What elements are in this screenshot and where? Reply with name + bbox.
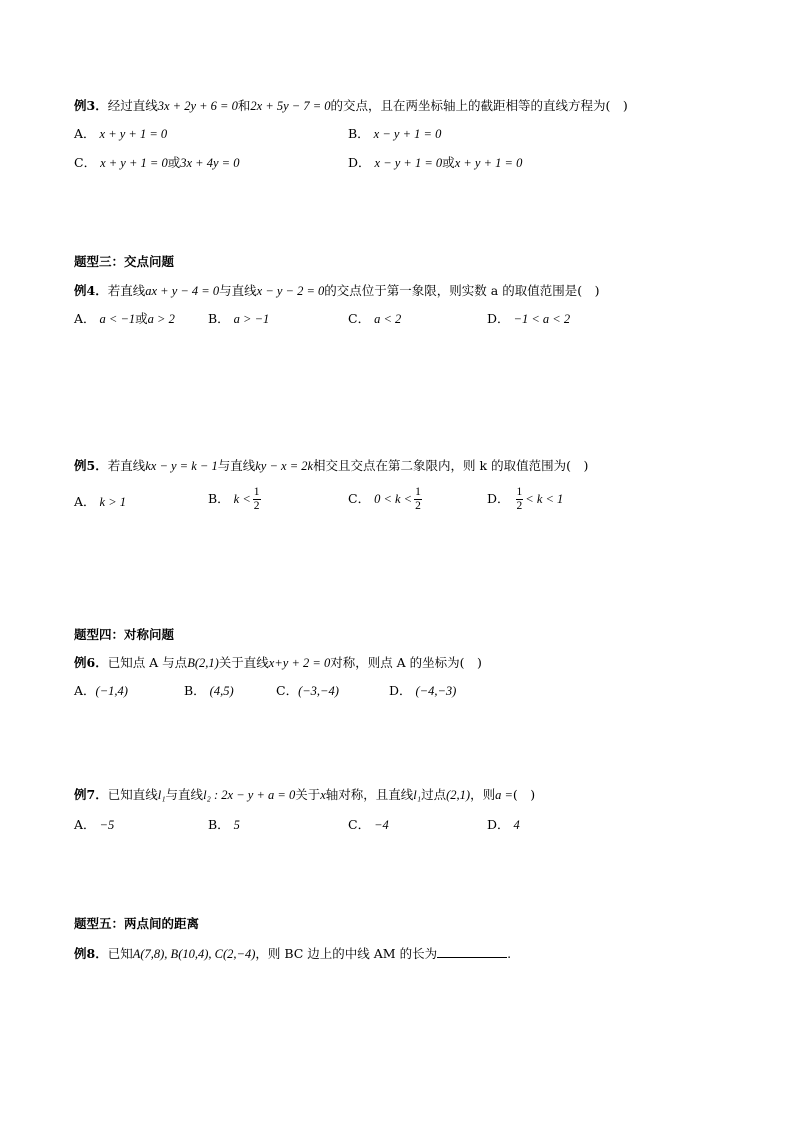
option-b[interactable]: B． k < $\frac{1}{2}$: [208, 486, 260, 512]
option-c[interactable]: C． x + y + 1 = 0或3x + 4y = 0: [74, 155, 240, 170]
fraction: $\frac{1}{2}$: [415, 486, 421, 512]
option-a[interactable]: A． −5: [74, 817, 115, 832]
option-c[interactable]: C． 0 < k < $\frac{1}{2}$: [348, 486, 421, 512]
example-8-title: 例8．: [74, 946, 108, 961]
option-c[interactable]: C． a < 2: [348, 311, 402, 326]
option-d[interactable]: D． (−4,−3): [389, 683, 457, 698]
example-4-question: 例4．若直线ax + y − 4 = 0与直线x − y − 2 = 0的交点位于第一象限，则实数 a 的取值范围是( ): [74, 283, 600, 298]
equation: kx − y = k − 1: [145, 459, 218, 473]
option-a[interactable]: A． k > 1: [74, 494, 126, 509]
option-d[interactable]: D． x − y + 1 = 0或x + y + 1 = 0: [348, 155, 523, 170]
example-5-question: 例5．若直线kx − y = k − 1与直线ky − x = 2k相交且交点在第二象限内，则 k 的取值范围为( ): [74, 458, 589, 473]
equation: ky − x = 2k: [255, 459, 314, 473]
equation: ax + y − 4 = 0: [145, 284, 220, 298]
example-7-title: 例7．: [74, 787, 108, 802]
equation: x − y − 2 = 0: [256, 284, 325, 298]
option-c[interactable]: C．(−3,−4): [276, 683, 339, 698]
equation: l₂ : 2x − y + a = 0: [203, 788, 296, 802]
example-8-question: 例8．已知A(7,8), B(10,4), C(2,−4)，则 BC 边上的中线 AM 的长为 .: [74, 946, 512, 961]
section-heading: 题型四：对称问题: [74, 627, 175, 642]
section-heading: 题型三：交点问题: [74, 254, 175, 269]
option-d[interactable]: D． $\frac{1}{2}$ < k < 1: [487, 486, 564, 512]
option-a[interactable]: A． x + y + 1 = 0: [74, 126, 168, 141]
section-heading: 题型五：两点间的距离: [74, 916, 200, 931]
example-3-question: 例3．经过直线3x + 2y + 6 = 0和2x + 5y − 7 = 0的交点，且在两坐标轴上的截距相等的直线方程为( ): [74, 98, 628, 113]
equation: 2x + 5y − 7 = 0: [250, 99, 331, 113]
option-a[interactable]: A．(−1,4): [74, 683, 128, 698]
example-7-question: 例7．已知直线l₁与直线l₂ : 2x − y + a = 0关于x轴对称，且直线l₁过点(2,1)，则a =( ): [74, 787, 536, 802]
fraction: $\frac{1}{2}$: [253, 486, 260, 512]
option-d[interactable]: D． 4: [487, 817, 520, 832]
option-b[interactable]: B． (4,5): [184, 683, 234, 698]
answer-blank[interactable]: [437, 945, 507, 958]
equation: x+y + 2 = 0: [268, 656, 331, 670]
option-d[interactable]: D． −1 < a < 2: [487, 311, 571, 326]
example-6-title: 例6．: [74, 655, 108, 670]
example-4-title: 例4．: [74, 283, 108, 298]
example-6-question: 例6．已知点 A 与点B(2,1)关于直线x+y + 2 = 0对称，则点 A 的坐标为( ): [74, 655, 482, 670]
equation: 3x + 2y + 6 = 0: [157, 99, 238, 113]
option-c[interactable]: C． −4: [348, 817, 389, 832]
option-b[interactable]: B． 5: [208, 817, 240, 832]
option-a[interactable]: A． a < −1或a > 2: [74, 311, 175, 326]
option-b[interactable]: B． a > −1: [208, 311, 270, 326]
option-b[interactable]: B． x − y + 1 = 0: [348, 126, 442, 141]
example-3-title: 例3．: [74, 98, 108, 113]
fraction: $\frac{1}{2}$: [516, 486, 523, 512]
example-5-title: 例5．: [74, 458, 108, 473]
